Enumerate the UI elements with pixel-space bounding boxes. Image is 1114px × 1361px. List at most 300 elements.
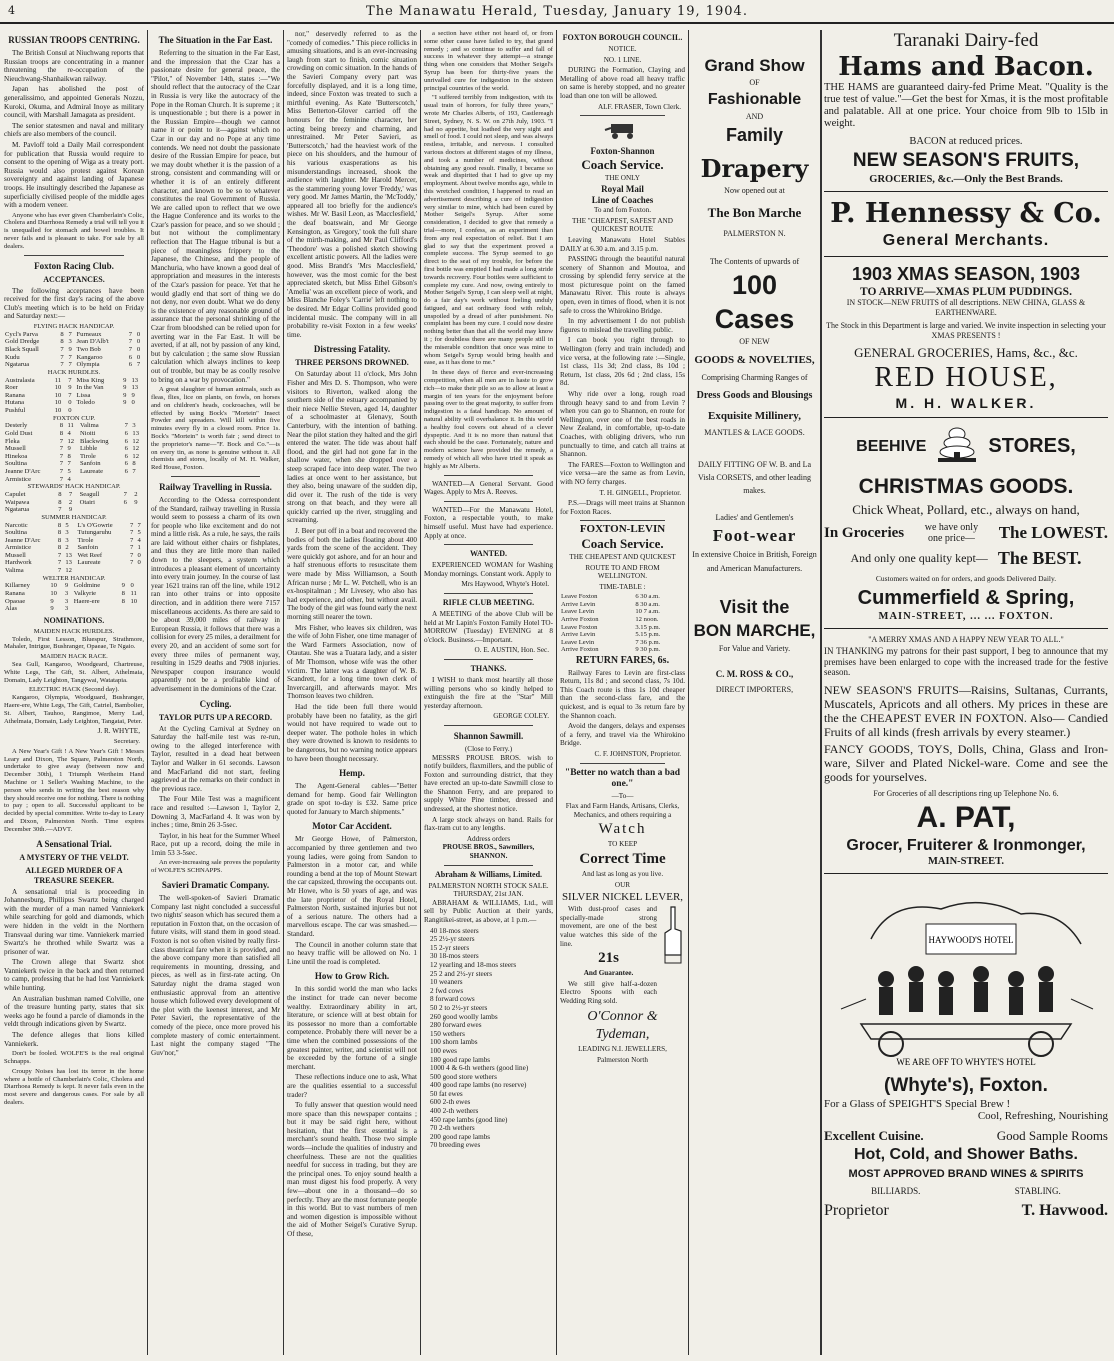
list-item: 25 2 and 2½-yr steers bbox=[430, 969, 493, 978]
table-cell: 4 bbox=[67, 429, 71, 437]
table-cell: 3 bbox=[132, 422, 136, 430]
ad-text: And last as long as you live. bbox=[581, 869, 664, 878]
table-cell: Wet Reef bbox=[77, 551, 103, 559]
article-headline: Hemp. bbox=[339, 768, 365, 779]
advertisement-paragraph: Croupy Noises has lost its terror in the home where a bottle of Chamberlain's Colic, Cholera and Diarrhoea Remedy is kept. It never fails even in the most severe and dangerous cases. For sale by all dealers. bbox=[4, 1067, 144, 1107]
ad-text: BILLIARDS. bbox=[871, 1185, 921, 1196]
list-item: 400 good rape lambs (no reserve) bbox=[430, 1081, 527, 1090]
divider bbox=[580, 115, 665, 116]
ad-text: Address orders bbox=[466, 834, 511, 843]
ad-heading: Grand Show bbox=[704, 56, 805, 75]
column-rule bbox=[556, 30, 557, 1355]
table-cell: Leave Levin bbox=[561, 638, 595, 646]
illustration-sign: HAYWOOD'S HOTEL bbox=[928, 934, 1014, 945]
divider bbox=[444, 865, 533, 866]
list-item: 10 weaners bbox=[430, 978, 463, 987]
table-cell bbox=[129, 567, 136, 575]
table-cell: 3 bbox=[65, 529, 69, 537]
article-headline: Savieri Dramatic Company. bbox=[161, 880, 270, 891]
table-cell bbox=[124, 476, 132, 484]
list-item: 150 wethers bbox=[430, 1029, 465, 1038]
ad-heading: O'Connor & bbox=[587, 1009, 658, 1025]
table-cell: Jean D'Alb't bbox=[76, 338, 109, 346]
column-5 bbox=[560, 30, 685, 1355]
table-cell: 7 bbox=[59, 475, 63, 483]
table-cell: Arrive Levin bbox=[561, 631, 596, 639]
table-cell: 10 bbox=[50, 582, 57, 590]
table-cell: 10 bbox=[50, 590, 57, 598]
table-cell: 7 bbox=[59, 452, 63, 460]
ad-subheading: (Close to Ferry.) bbox=[464, 744, 513, 753]
table-cell: Otairi bbox=[79, 498, 95, 506]
table-row bbox=[4, 392, 144, 400]
ad-text: TIME-TABLE : bbox=[599, 582, 646, 591]
table-cell: 6 bbox=[123, 498, 127, 506]
table-cell: Tirole bbox=[77, 536, 94, 544]
ad-text: ROUTE TO AND FROM WELLINGTON. bbox=[585, 563, 660, 581]
article-paragraph: According to the Odessa correspondent of the Standard, railway travelling in Russia would seem to possess a charm of its own for people who like excitement and do not mind a little risk. As a rule, he says, the rails are laid without either chairs or fishplates, and thus they are little more than nailed down to the sleepers, a system which introduces a pleasant element of uncertainty into every train journey. In the course of last year 1621 trains ran off the line, while 1912 ran into other trains or into opposite direction, and in addition there were 7157 miscellaneous accidents. As there are said to be about 39,000 miles of railway in European Russia, it follows that there was a collision for every 25 miles, a derailment for every 20, and an accident of some sort for every three miles of permanent way, resulting in 1529 deaths and 7908 injuries. Newspaper coupon insurance would apparently not be a profitable kind of advertisement in the dominions of the Czar. bbox=[151, 495, 280, 693]
classified-ad: ABRAHAM & WILLIAMS, Ltd., will sell by Public Auction at their yards, Rangitikei-street, as above, at 1 p.m.— bbox=[424, 898, 553, 924]
table-cell: 0 bbox=[68, 406, 72, 414]
table-cell: 7 bbox=[130, 529, 134, 537]
table-row bbox=[4, 361, 144, 369]
list-item: 260 good woolly lambs bbox=[430, 1012, 498, 1021]
divider bbox=[824, 873, 1108, 874]
table-cell: 7 bbox=[137, 521, 141, 529]
article-subheadline: TAYLOR PUTS UP A RECORD. bbox=[158, 712, 273, 722]
divider bbox=[824, 628, 1108, 629]
table-row bbox=[560, 631, 685, 639]
table-row bbox=[4, 537, 144, 545]
column-7 bbox=[824, 30, 1108, 1355]
table-cell: 6 bbox=[124, 429, 128, 437]
classified-ad: WANTED—For the Manawatu Hotel, Foxton, a respectable youth, to make himself useful. Must have had experience. Apply at once. bbox=[424, 505, 553, 540]
hotel-name: (Whyte's), Foxton. bbox=[884, 1074, 1048, 1096]
table-cell: 9 bbox=[50, 605, 54, 613]
table-cell: 12 bbox=[132, 437, 139, 445]
ad-text: For a Glass of SPEIGHT'S Special Brew ! bbox=[824, 1097, 1011, 1110]
company-name: A. PAT, bbox=[916, 800, 1016, 834]
column-6 bbox=[692, 30, 817, 1355]
list-item: 25 2½-yr steers bbox=[430, 935, 475, 944]
ad-text: In extensive Choice in British, Foreign and American Manufacturers. bbox=[692, 550, 817, 573]
table-cell: Tirole bbox=[79, 452, 96, 460]
table-cell: Jeanne D'Arc bbox=[5, 536, 41, 544]
column-4 bbox=[424, 30, 553, 1355]
list-item: 400 2-th wethers bbox=[430, 1107, 479, 1116]
article-paragraph: The Four Mile Test was a magnificent race and resulted :—Lawson 1, Taylor 2, Downing 3, MacFarland 4. It was won by inches ; time, 8min 26 3-5sec. bbox=[151, 795, 280, 830]
table-row bbox=[4, 407, 144, 415]
table-cell bbox=[129, 605, 144, 613]
ad-text: BACON at reduced prices. bbox=[909, 136, 1023, 147]
ad-heading: General Merchants. bbox=[882, 232, 1050, 249]
list-item: 1000 4 & 6-th wethers (good line) bbox=[430, 1064, 529, 1073]
classified-ad: A MEETING of the above Club will be held at Mr Lapin's Foxton Family Hotel TO-MORROW (Tuesday) EVENING at 8 o'clock. Business.—Important. bbox=[424, 609, 553, 644]
table-cell: 10 bbox=[130, 597, 138, 605]
table-cell: 12 bbox=[132, 452, 139, 460]
table-cell: Arrive Levin bbox=[561, 600, 596, 608]
ad-text: In Groceries bbox=[824, 524, 905, 541]
column-rule bbox=[420, 30, 421, 1355]
table-cell: Killarney bbox=[5, 582, 30, 590]
coach-icon bbox=[560, 120, 685, 143]
table-cell: 12 bbox=[67, 437, 75, 445]
ad-signature: GEORGE COLEY. bbox=[493, 712, 549, 721]
table-row bbox=[4, 338, 144, 346]
table-cell: 8 bbox=[57, 536, 62, 544]
table-cell: 7 bbox=[67, 460, 71, 468]
ad-paragraph: P.S.—Drags will meet trains at Shannon for Foxton Races. bbox=[560, 499, 685, 516]
divider bbox=[580, 520, 665, 521]
table-cell: 7 bbox=[60, 353, 64, 361]
table-row bbox=[4, 559, 144, 567]
table-cell: 0 bbox=[136, 338, 141, 346]
article-subheadline: ALLEGED MURDER OF A TREASURE SEEKER. bbox=[25, 865, 123, 885]
column-rule bbox=[688, 30, 689, 1355]
table-row bbox=[560, 593, 685, 601]
table-cell: 10 bbox=[54, 399, 62, 407]
list-item: 450 rape lambs (good line) bbox=[430, 1115, 508, 1124]
divider bbox=[444, 544, 533, 545]
table-cell bbox=[122, 407, 130, 415]
table-cell: 13 bbox=[65, 551, 72, 559]
article-paragraph: The Council in another column state that no heavy traffic will be allowed on No. 1 Line until the road is completed. bbox=[287, 940, 417, 966]
ad-heading: Abraham & Williams, Limited. bbox=[434, 869, 543, 879]
table-cell: Ranana bbox=[5, 391, 25, 399]
table-cell: Nioiti bbox=[79, 429, 96, 437]
ad-text: PALMERSTON N. bbox=[723, 229, 786, 238]
table-cell: 7 bbox=[130, 521, 134, 529]
table-cell: Hutana bbox=[5, 399, 25, 407]
list-item: 280 forward ewes bbox=[430, 1021, 482, 1030]
table-cell: 5 bbox=[137, 529, 141, 537]
table-cell: 3 bbox=[65, 536, 69, 544]
article-paragraph: Mr George Howe, of Palmerston, accompanied by three gentlemen and two young ladies, were going from Sandon to Palmerston in a motor car, and while rounding a bend at the top of Mount Stewart the car capsized, throwing the occupants out. Mr Howe, who is 50 years of age, and was the late proprietor of the Royal Hotel, Palmerston North, sustained injuries but not of a serious nature. The others had a marvellous escape. The car was smashed.—Standard. bbox=[287, 835, 417, 938]
table-cell: Black Squall bbox=[5, 346, 39, 354]
table-cell: 10 bbox=[54, 384, 62, 392]
table-cell: 0 bbox=[137, 559, 141, 567]
ad-text: THE "CHEAPEST, SAFEST AND QUICKEST ROUTE bbox=[572, 216, 673, 234]
table-cell: 8 bbox=[60, 330, 64, 338]
table-cell: 7 bbox=[124, 422, 128, 430]
table-row bbox=[560, 639, 685, 647]
ad-text: To and fom Foxton. bbox=[594, 206, 651, 215]
article-paragraph: nor," deservedly referred to as the "comedy of comedies." This piece rollicks in amusing situations, and is an ever-increasing laugh from start to finish, comic situation crowding on comic situation. In the hands of the Savieri Company every part was forcefully displayed, and it is a long time, indeed, since Foxton was treated to such a mirthful evening. As Kate 'Butterscotch,' Miss Betterton-Glover carried off the honours for the feminine character, her acting being breezy and charming, and unrestrained. Mr Peter Savieri, as 'Butterscotch,' had the heaviest work of the piece on his shoulders, and the humour of his various exasperations as his misunderstandings increased, shook the audience with laughter. Mr Harold Mercer, as the stammering young lover 'Freddy,' was very good. Mr James Martin, the 'McToddy,' appeared all too briefly for the audience's wishes. Mr W. Basil Leon, as 'Macclesfield,' the deaf boatswain, and Mr George Kensington, as 'Gregory,' took the full share of the mirth-making, and Mr Paul Clifford's 'Theodore' was a polished sketch showing excellent artistic powers. All the ladies were good. Miss Brandt's 'Mrs Macclesfield,' however, was the most comic for the best appreciated sketch, but Miss Ethel Gibson's 'Amelia' was an excellent piece of work, and Miss Blanche Foley's 'Carrie' left nothing to be desired. Mr Edgar Collins provided good incidental music. The company will in all probability re-visit Foxton in a few weeks' time. bbox=[287, 30, 417, 339]
article-paragraph: On Saturday about 11 o'clock, Mrs John Fisher and Mrs D. S. Thompson, who were visitors to Riverton, walked along the southern side of the estuary accompanied by their niece Nellie Steven, aged 14, daughter of a schoolmaster at Glenavy, South Canterbury, with the intention of bathing. Near the pilot station they halted and the girl entered the water. The tide was about half flood, and the girl had not gone far in the shallow water, when she dropped over a steep scraped face into deep water. The two ladies at once went to her assistance, but they also, being unaware of the sudden dip, did over it. The rush of the tide is very strong on that beach, and they were all quickly carried up the river, struggling and screaming. bbox=[287, 370, 417, 525]
race-name: HACK HURDLES. bbox=[47, 368, 101, 376]
table-cell: 8 bbox=[132, 460, 136, 468]
ad-subheading: PALMERSTON NORTH STOCK SALE. bbox=[428, 881, 549, 890]
table-cell: 7 bbox=[68, 391, 72, 399]
ad-heading: FOXTON-LEVIN bbox=[579, 523, 666, 536]
table-cell bbox=[79, 476, 124, 484]
table-row bbox=[4, 476, 144, 484]
race-name: MAIDEN HACK HURDLES. bbox=[33, 627, 115, 635]
table-cell: 7 bbox=[59, 467, 63, 475]
table-cell: 7 bbox=[59, 460, 63, 468]
article-subheadline: THREE PERSONS DROWNED. bbox=[295, 358, 409, 368]
article-paragraph: At the Cycling Carnival at Sydney on Saturday the half-mile test was re-run, owing to the alleged interference with Taylor, resulted in a dead heat between Taylor and Walker in 61 seconds. Lawson and MacFarland did not start, feeling aggrieved at the remarks on their conduct in the previous race. bbox=[151, 724, 280, 793]
newspaper-title: The Manawatu Herald, Tuesday, January 19, 1904. bbox=[366, 3, 748, 19]
nomination-list: Toledo, First Lesson, Bluespur, Strathmore, Mahaler, Intrigue, Bushranger, Opaeae, Te Ngaio. bbox=[4, 635, 144, 651]
table-cell: 8 bbox=[58, 490, 62, 498]
list-item: 100 ewes bbox=[430, 1046, 457, 1055]
ad-heading: 100 Cases bbox=[714, 270, 795, 334]
ad-text: OF bbox=[749, 78, 760, 87]
table-cell: 5 bbox=[65, 521, 69, 529]
ad-text: STABLING. bbox=[1014, 1185, 1061, 1196]
table-row bbox=[4, 567, 144, 575]
ad-text: DIRECT IMPORTERS, bbox=[715, 685, 794, 694]
table-cell: Valima bbox=[5, 567, 24, 575]
ad-paragraph: THE HAMS are guaranteed dairy-fed Prime Meat. "Quality is the true test of value."—Get the best for Xmas, it is the most profitable and palatable. All at one price. Your choice from 9lb to 15lb in weight. bbox=[824, 82, 1108, 129]
table-cell: Leave Levin bbox=[561, 608, 595, 616]
ad-heading: Tydeman, bbox=[595, 1027, 650, 1043]
table-cell: 8 bbox=[57, 529, 62, 537]
table-cell: 8 bbox=[121, 597, 125, 605]
table-cell: 7 bbox=[128, 338, 133, 346]
ad-paragraph: NEW SEASON'S FRUITS—Raisins, Sultanas, Currants, Muscatels, Apricots and all others. My prices in these are the the CHEAPEST EVER IN FOXTON. Also— Candied Fruits of all kinds (fresh arrivals by every steamer.) bbox=[824, 682, 1108, 739]
ad-heading: Foot-wear bbox=[712, 526, 797, 545]
table-row bbox=[4, 522, 144, 530]
table-cell: 6 bbox=[124, 467, 128, 475]
table-cell: 7 bbox=[130, 544, 134, 552]
table-cell: 8 bbox=[59, 429, 63, 437]
company-name: P. Hennessy & Co. bbox=[830, 198, 1102, 229]
ad-heading: FOXTON BOROUGH COUNCIL. bbox=[562, 33, 683, 42]
ad-text: The LOWEST. bbox=[998, 523, 1108, 542]
nomination-list: Kangaroo, Olympia, Woodguard, Bushranger, Haere-ere, White Legs, The Gift, Catriel, Bambolier, St. Albert, Tauhoo, Rangimoe, Merry Lad, Athelmaia, Domain, Lady Leighton, Tangatai, Peter. bbox=[4, 694, 144, 725]
table-cell: 7 bbox=[58, 506, 62, 514]
table-cell: 6 bbox=[128, 361, 133, 369]
ad-text: Line of Coaches bbox=[591, 194, 654, 205]
ad-text: The BEST. bbox=[997, 548, 1082, 568]
table-cell: 7 bbox=[68, 330, 72, 338]
table-cell: Ranana bbox=[5, 590, 25, 598]
ad-text: And Guarantee. bbox=[583, 969, 634, 978]
ad-text: TO ARRIVE—XMAS PLUM PUDDINGS. bbox=[860, 286, 1072, 298]
ad-text: Proprietor bbox=[824, 1201, 889, 1219]
table-cell: 9 bbox=[68, 346, 72, 354]
article-headline: Foxton Racing Club. bbox=[34, 260, 114, 271]
article-paragraph: "I suffered terribly from indigestion, with its usual train of horrors, for fully three years," wrote Mr Charles Alberts, of 193, Castlereagh Street, Sydney, N. S. W. on 27th July, 1903. "I had no appetite, but loathed the very sight and smell of food. I could not sleep, and was always restless, irritable, and nervous. I consulted various doctors at different stages of my illness, and took a number of medicines, without obtaining any good result. Finally, I became so weak and dispirited that I had to give up my employment. About twelve months ago, while in this wretched condition, I happened to read an advertisement describing a cure of indigestion very similar to mine, which had been cured by Mother Seigel's Syrup. After some consideration, I decided to give that remedy a trial—more, I confess, as an experiment than from any real expectation of relief. But I am glad to say that the experiment proved a complete success. The Syrup seemed to go direct to the seat of my trouble, for before the first bottle was emptied I had made a long stride towards recovery. Four bottles were sufficient to complete my cure. And now, owing entirely to Mother Seigel's Syrup, I can sleep well at night, do a fair day's work without feeling unduly fatigued, and eat ordinary food with relish, unspoiled by a dread of after punishment. No complaint has been my cure. I could now desire nothing better than that all the world may know it ; for doubtless there are many people still in the miserable condition that once was mine to whom Seigel's Syrup would bring health and ease, as it has done to me." bbox=[424, 94, 553, 367]
ad-paragraph: We still give half-a-dozen Electro Spoons with each Wedding Ring sold. bbox=[560, 979, 657, 1005]
beehive-icon bbox=[934, 424, 980, 469]
advertisement-paragraph: An ever-increasing sale proves the popularity of WOLFE'S SCHNAPPS. bbox=[151, 859, 280, 875]
table-cell bbox=[76, 407, 123, 415]
table-cell: 0 bbox=[131, 399, 135, 407]
list-item: 100 shorn lambs bbox=[430, 1038, 478, 1047]
table-cell: 10 bbox=[54, 406, 62, 414]
table-cell: 4 bbox=[67, 475, 71, 483]
advertisement-paragraph: A New Year's Gift ! A New Year's Gift ! Messrs Leary and Dixon, The Square, Palmerston North, undertake to give away (between now and December 30th), 1 Triumph Wertheim Hand Machine or 1 Seller's Washing Machine, to the person who sends in writing the best reason why they should receive one for nothing. There is nothing to pay ; open to all. Successful applicant to be decided by special committee. Write to-day to Leary and Dixon, Palmerston North. Time expires December 30th.—ADVT. bbox=[4, 747, 144, 833]
table-cell: Leave Foxton bbox=[561, 593, 598, 601]
table-cell: 7 bbox=[59, 445, 63, 453]
ad-heading: Hot, Cold, and Shower Baths. bbox=[853, 1145, 1078, 1163]
ad-text: And only one quality kept— bbox=[850, 551, 988, 565]
list-item: 30 18-mos steers bbox=[430, 952, 479, 961]
ad-heading: Coach Service. bbox=[581, 535, 664, 551]
ad-heading: WANTED. bbox=[469, 549, 508, 559]
ad-heading: Coach Service. bbox=[581, 157, 664, 173]
ad-heading: Drapery bbox=[700, 154, 809, 183]
table-cell: Leave Foxton bbox=[561, 623, 598, 631]
table-cell: 7 bbox=[130, 551, 134, 559]
table-cell: Soultina bbox=[5, 529, 27, 537]
list-item: 40 18-mos steers bbox=[430, 926, 479, 935]
table-cell bbox=[121, 605, 130, 613]
table-row bbox=[4, 552, 144, 560]
race-name: FOXTON CUP. bbox=[52, 414, 95, 422]
ad-text: Now opened out at bbox=[724, 186, 785, 195]
table-cell: Gold Dust bbox=[5, 429, 33, 437]
divider bbox=[580, 763, 665, 764]
classified-ad: MESSRS PROUSE BROS. wish to notify builders, flaxmillers, and the public of Foxton and surrounding district, that they have erected an up-to-date Sawmill close to the Shannon Ferry, and are prepared to supply White Pine timber, dressed and undressed, at the shortest notice. bbox=[424, 753, 553, 814]
ad-heading: "Better no watch than a bad one." bbox=[564, 767, 681, 789]
table-cell: 5 bbox=[67, 467, 71, 475]
table-cell bbox=[77, 567, 130, 575]
ad-signature: M. H. WALKER. bbox=[895, 395, 1037, 411]
pointing-hand-icon bbox=[661, 905, 685, 968]
table-cell: Roer bbox=[5, 384, 18, 392]
article-subheadline: ACCEPTANCES. bbox=[43, 274, 105, 284]
table-cell: In the Van bbox=[76, 384, 104, 392]
table-cell: 12 bbox=[132, 445, 139, 453]
table-cell: Gold Dredge bbox=[5, 338, 40, 346]
ad-heading: 1903 XMAS SEASON, 1903 bbox=[851, 264, 1081, 284]
ad-paragraph: The FARES—Foxton to Wellington and vice versa—are the same as from Levin, with NO ferry charges. bbox=[560, 460, 685, 486]
list-item: 15 2-yr steers bbox=[430, 943, 470, 952]
ad-heading: Exquisite Millinery, bbox=[708, 410, 801, 422]
table-cell: 9 30 p.m. bbox=[635, 646, 661, 654]
ad-text: IN STOCK—NEW FRUITS of all descriptions. NEW CHINA, GLASS & EARTHENWARE. bbox=[846, 298, 1086, 317]
article-headline: Cycling. bbox=[199, 698, 232, 709]
ad-text: MANTLES & LACE GOODS. bbox=[704, 428, 805, 437]
ad-paragraph: Leaving Manawatu Hotel Stables DAILY at 6.30 a.m. and 3.15 p.m. bbox=[560, 235, 685, 253]
table-cell: Fleka bbox=[5, 437, 20, 445]
table-cell bbox=[137, 567, 145, 575]
notice-text: DURING the Formation, Claying and Metalling of above road all heavy traffic on same is hereby stopped, and no greater load than one ton will be allowed. bbox=[560, 66, 685, 100]
table-cell: Arrive Foxton bbox=[561, 616, 599, 624]
table-cell: Furneaux bbox=[76, 330, 102, 338]
race-name: STEWARDS' HACK HANDICAP. bbox=[27, 483, 121, 491]
race-name: WELTER HANDICAP. bbox=[42, 574, 106, 582]
table-cell: 8 bbox=[59, 422, 63, 430]
table-cell: Armistice bbox=[5, 544, 32, 552]
table-cell: 9 bbox=[67, 445, 71, 453]
table-cell: 7 bbox=[68, 376, 72, 384]
divider bbox=[171, 476, 260, 477]
table-cell: 6 bbox=[124, 452, 128, 460]
ad-text: "A MERRY XMAS AND A HAPPY NEW YEAR TO ALL." bbox=[868, 635, 1064, 644]
ad-heading: CHRISTMAS GOODS. bbox=[858, 475, 1074, 498]
table-cell: 2 bbox=[68, 498, 73, 506]
list-item: 600 2-th ewes bbox=[430, 1098, 471, 1107]
divider bbox=[444, 659, 533, 660]
table-cell: Valkyrie bbox=[73, 590, 97, 598]
table-cell: 0 bbox=[136, 353, 141, 361]
ad-paragraph: I can book you right through to Wellington (ferry and train included) and vice versa, at the following rate :—Single, 1st class, 11s 3d; 2nd class, 8s 10d ; Return, 1st class, 20s 6d ; 2nd class, 15s 8d. bbox=[560, 336, 685, 388]
hotel-illustration bbox=[824, 879, 1108, 1074]
table-row bbox=[4, 605, 144, 613]
ad-signature: T. H. GINGELL, Proprietor. bbox=[599, 488, 681, 497]
ad-text: Ladies' and Gentlemen's bbox=[715, 513, 794, 522]
divider bbox=[824, 191, 1108, 192]
table-cell bbox=[73, 605, 121, 613]
ad-text: —To— bbox=[611, 791, 634, 800]
table-row bbox=[4, 491, 144, 499]
table-cell: 0 bbox=[68, 399, 72, 407]
table-cell: 9 bbox=[68, 506, 73, 514]
table-cell: 6 bbox=[124, 445, 128, 453]
table-cell: 3 bbox=[64, 605, 69, 613]
ad-text: THE ONLY bbox=[604, 174, 640, 183]
ad-heading: Hams and Bacon. bbox=[838, 52, 1094, 82]
table-cell: 9 bbox=[123, 384, 127, 392]
ad-text: For Value and Variety. bbox=[718, 644, 791, 653]
table-cell: 8 30 a.m. bbox=[635, 600, 660, 608]
table-cell: 8 bbox=[57, 521, 62, 529]
ad-text: AND bbox=[745, 112, 764, 121]
table-cell: Libble bbox=[79, 445, 98, 453]
article-paragraph: Referring to the situation in the Far East, and the impression that the Czar has a passionate desire for general peace, the "Pilot," of November 14th, states :—"We should reflect that the autocracy of the Czar in Russia is very like the autocracy of the Pope in the Roman Church. It is supreme ; it is unquestionable ; but there is a power in the Russian Empire—though we cannot name it or point to it—against which no Czar in our day and no Pope at any time contends. We need not doubt the passionate desire of the Russian Empire for peace, but we may doubt whether it is the passion of a strong, consistent and commanding will or whether it is of an entirely different character, and known to be so to whatever constitutes the real Government of Russia. We are called upon to reflect that we owe the Hague Conference and its works to the Czar's passion for peace, and so we should ; but not without the complimentary reflection that The Hague tribunal is but a piece of meaningless frippery to the Japanese, the Chinese, and the people of Manchuria, who have known a good deal of appropriation and measures in the interests of the Czar's passion for peace. Yet that he would gladly end that sort of thing we do not deny, nor even doubt. What we do deny is the existence of any reasonable ground of assurance that the personal shrinking of the Czar from bloodshed can be relied upon for averting war in the Far East. It will be averted, if at all, not by passion of any kind, but by calculation ; the same slow Russian calculation which always inclines to keep out of trouble, but may be as coolly resolve to bring on a war by provocation." bbox=[151, 49, 280, 384]
table-cell: Pushful bbox=[5, 406, 26, 414]
ad-paragraph: IN THANKING my patrons for their past support, I beg to announce that my premises have been enlarged to cope with the increased trade for the festive season. bbox=[824, 646, 1108, 677]
table-row bbox=[4, 453, 144, 461]
table-cell: 2 bbox=[65, 544, 69, 552]
ad-text: Comprising Charming Ranges of bbox=[701, 373, 808, 382]
table-cell bbox=[133, 506, 144, 514]
table-cell: 7 bbox=[68, 353, 72, 361]
ad-text: Good Sample Rooms bbox=[996, 1127, 1108, 1143]
article-paragraph: The well-spoken-of Savieri Dramatic Company last night concluded a successful two nights' season which has secured them a reputation in Foxton that, on the occasion of future visits, will stand them in good stead. Foxton is not so often visited by really first-class theatrical fare when it is provided, and the above company more than satisfied all requirements in mounting, dressing, and pieces, as well as in first-rate acting. On Saturday night the drama staged won enthusiastic approval from an attentive house which followed every development of the plot with the keenest interest, and Mr Peter Savieri, the representative of the comedy of the piece, once more proved his complete mastery of comic entertainment. Last night the company staged "The Guv'nor," bbox=[151, 894, 280, 1057]
article-paragraph: a section have either not heard of, or from some other cause have failed to try, that grand remedy ; and so continue to suffer and fall of success in whatever they attempt—a strange thing when one considers that Mother Seigel's Syrup has been for thirty-five years the unrivalled cure for indigestion in the sixteen principal countries of the world. bbox=[424, 30, 553, 92]
ad-paragraph: FANCY GOODS, TOYS, Dolls, China, Glass and Iron-ware, Silver and Plated Nickel-ware. Come and see the goods for yourselves. bbox=[824, 741, 1108, 784]
table-row bbox=[4, 430, 144, 438]
table-cell: 7 bbox=[60, 346, 64, 354]
ad-heading: SILVER NICKEL LEVER, bbox=[561, 891, 684, 904]
divider bbox=[444, 725, 533, 726]
ad-text: LEADING N.I. JEWELLERS, bbox=[578, 1045, 667, 1054]
ad-heading: THANKS. bbox=[470, 663, 507, 673]
masthead bbox=[0, 0, 1114, 24]
table-cell: 0 bbox=[136, 346, 141, 354]
table-row bbox=[4, 499, 144, 507]
table-cell: 6 bbox=[124, 460, 128, 468]
table-cell: Laureate bbox=[79, 467, 104, 475]
article-paragraph: The following acceptances have been received for the first day's racing of the above Club's meeting which is to be held on Friday and Saturday next:— bbox=[4, 286, 144, 321]
illustration-caption: WE ARE OFF TO WHYTE'S HOTEL bbox=[896, 1056, 1036, 1067]
advertisement-paragraph: Don't be fooled. WOLFE'S is the real original Schnapps. bbox=[4, 1050, 144, 1066]
table-cell: Alas bbox=[5, 605, 18, 613]
table-cell: Desterly bbox=[5, 422, 28, 430]
ad-text: THE CHEAPEST AND QUICKEST bbox=[569, 552, 676, 561]
ad-heading: Fashionable bbox=[707, 91, 802, 108]
table-row bbox=[4, 506, 144, 514]
advertisement-paragraph: A great slaughter of human animals, such as fleas, flies, lice on plants, on fowls, on horses and on children's heads, cockroaches, will be effected by using Bock's "Mortein" Insect Powder and spreaders. Will kill within five minutes every fly in a closed room. Price 1s. Bock's "Mortein" is worth fair ; send direct to the proprietor's name—"F. Bock and Co."—is on every tin, as none is genuine without it. All chemists and stores, locally of M. H. Walker, Red House, Foxton. bbox=[151, 386, 280, 472]
table-cell: Olympia bbox=[76, 361, 100, 369]
table-cell bbox=[79, 506, 123, 514]
ad-heading: Family bbox=[725, 125, 784, 145]
table-row bbox=[4, 377, 144, 385]
table-cell: L's O'Gowrie bbox=[77, 521, 113, 529]
table-cell: 9 bbox=[64, 582, 69, 590]
table-cell: 3 bbox=[68, 338, 72, 346]
article-headline: How to Grow Rich. bbox=[314, 971, 390, 982]
timetable bbox=[560, 593, 685, 654]
ad-text: GENERAL GROCERIES, Hams, &c., &c. bbox=[854, 345, 1078, 360]
ad-heading: BEEHIVE bbox=[856, 437, 927, 455]
